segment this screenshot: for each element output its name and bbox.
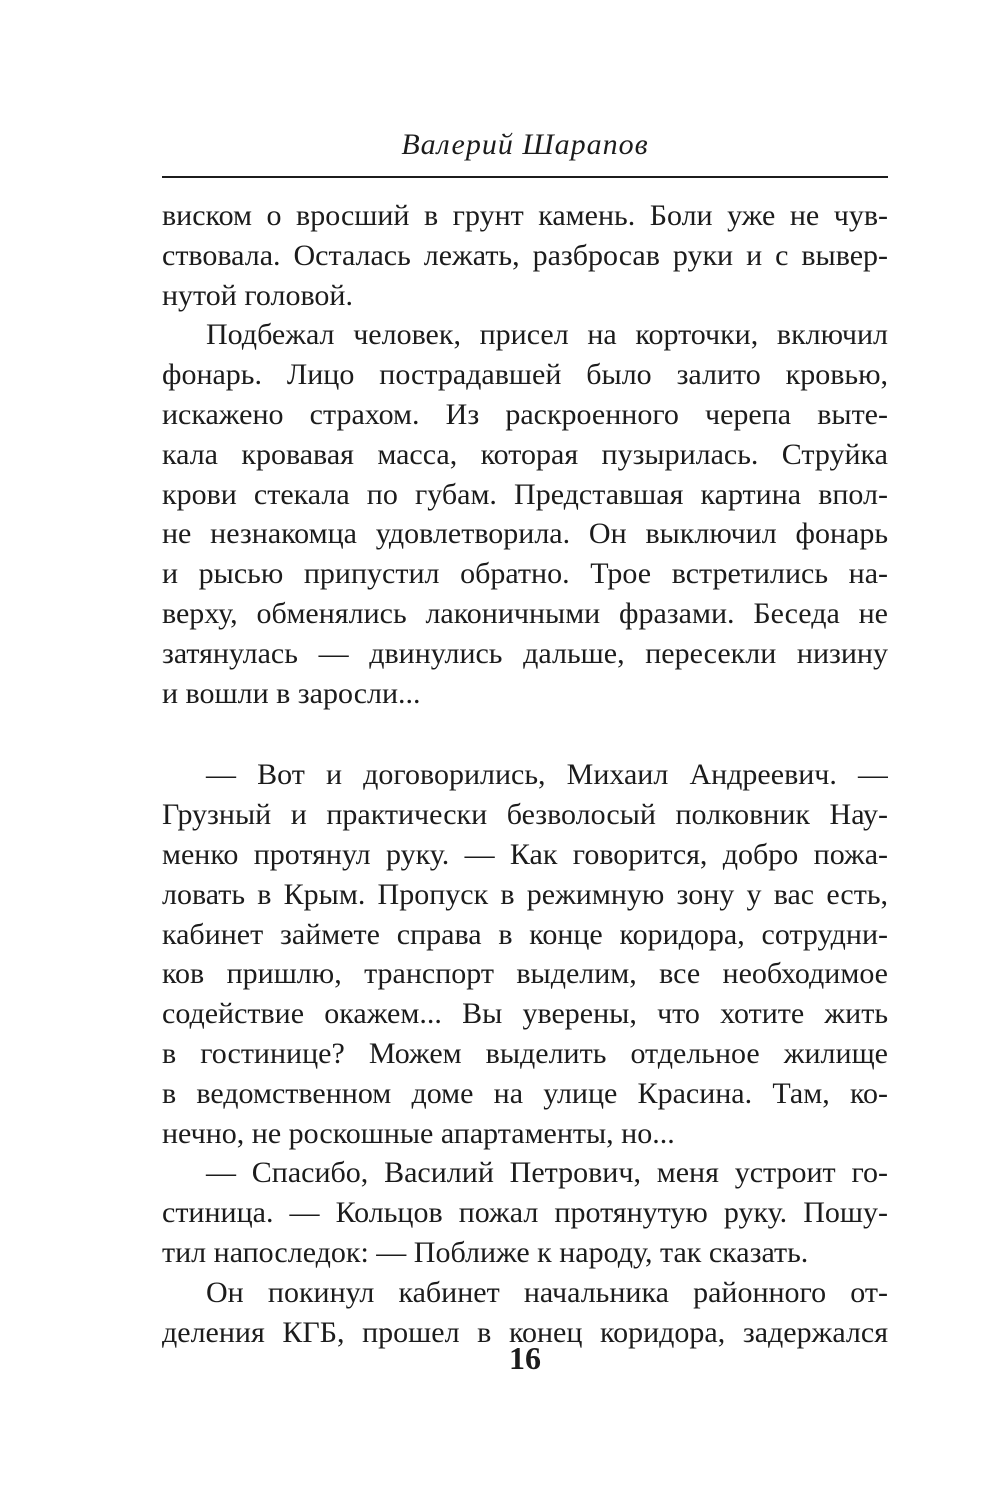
text-line: в ведомственном доме на улице Красина. Там, ко- — [162, 1076, 888, 1110]
text-line: ловать в Крым. Пропуск в режимную зону у вас есть, — [162, 877, 888, 911]
text-line: верху, обменялись лаконичными фразами. Беседа не — [162, 596, 888, 630]
text-line: не незнакомца удовлетворила. Он выключил фонарь — [162, 517, 888, 551]
text-line: деления КГБ, прошел в конец коридора, задержался — [162, 1315, 888, 1349]
text-line: нечно, не роскошные апартаменты, но... — [162, 1116, 675, 1150]
text-line: — Вот и договорились, Михаил Андреевич. — — [206, 758, 888, 792]
text-line: содействие окажем... Вы уверены, что хотите жить — [162, 997, 888, 1031]
text-line: Он покинул кабинет начальника районного от- — [206, 1275, 888, 1309]
page-number: 16 — [509, 1340, 541, 1376]
text-line: тил напоследок: — Поближе к народу, так сказать. — [162, 1235, 809, 1269]
text-line: нутой головой. — [162, 278, 353, 312]
text-line: виском о вросший в грунт камень. Боли уже не чув- — [162, 199, 888, 232]
text-line: Грузный и практически безволосый полковник Нау- — [162, 798, 888, 832]
running-head-author: Валерий Шарапов — [401, 128, 649, 161]
text-line: в гостинице? Можем выделить отдельное жилище — [162, 1036, 888, 1070]
text-line: кабинет займете справа в конце коридора, сотрудни- — [162, 917, 888, 951]
text-line: — Спасибо, Василий Петрович, меня устроит го- — [206, 1156, 888, 1190]
text-line: и вошли в заросли... — [162, 676, 421, 710]
text-line: Подбежал человек, присел на корточки, включил — [206, 318, 888, 352]
text-line: менко протянул руку. — Как говорится, добро пожа- — [162, 837, 888, 871]
paragraph — [162, 755, 888, 1153]
paragraph — [162, 196, 888, 315]
section-break — [162, 713, 888, 755]
text-line: затянулась — двинулись дальше, пересекли низину — [162, 636, 888, 670]
text-line: стиница. — Кольцов пожал протянутую руку. Пошу- — [162, 1196, 888, 1230]
header-divider — [162, 176, 888, 178]
paragraph — [162, 1153, 888, 1272]
body-text — [162, 196, 888, 1352]
text-line: ков пришлю, транспорт выделим, все необходимое — [162, 957, 888, 991]
text-line: и рысью припустил обратно. Трое встретились на- — [162, 557, 888, 591]
text-line: кала кровавая масса, которая пузырилась. Струйка — [162, 437, 888, 471]
text-line: крови стекала по губам. Представшая картина впол- — [162, 477, 888, 511]
text-line: ствовала. Осталась лежать, разбросав руки и с вывер- — [162, 238, 888, 272]
text-line: фонарь. Лицо пострадавшей было залито кровью, — [162, 358, 888, 392]
text-line: искажено страхом. Из раскроенного черепа выте- — [162, 397, 888, 431]
paragraph — [162, 315, 888, 713]
